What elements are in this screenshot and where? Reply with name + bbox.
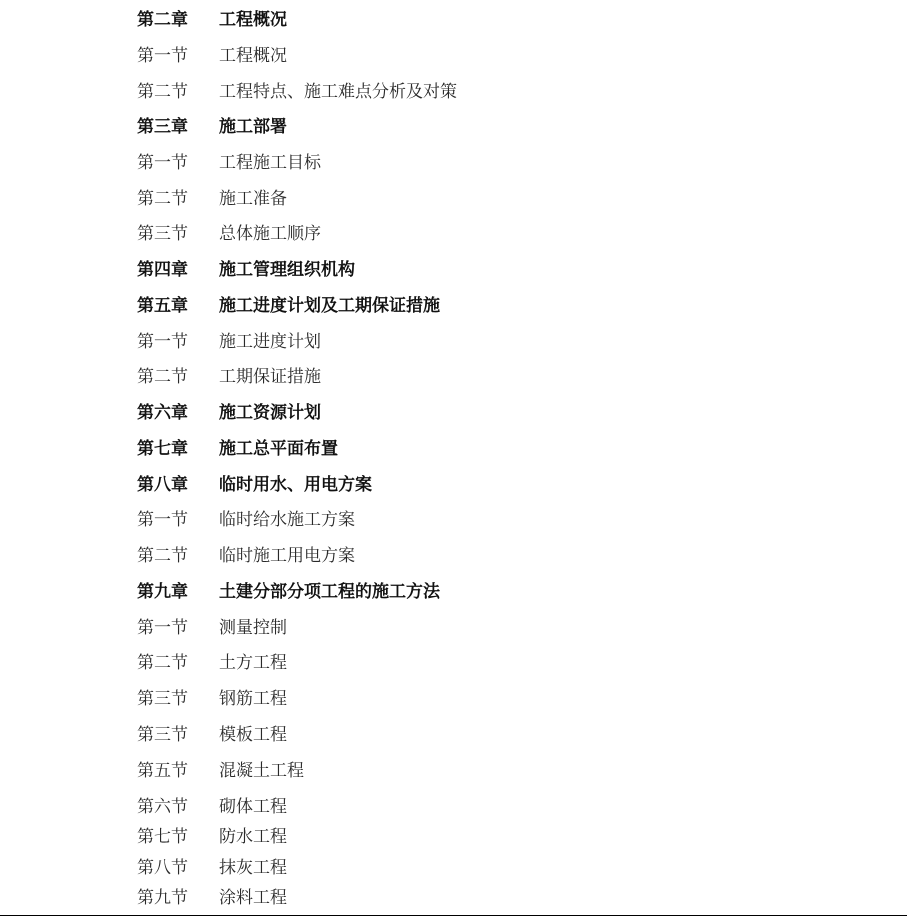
entry-number: 第一节: [137, 618, 188, 638]
entry-title: 砌体工程: [219, 797, 287, 817]
entry-title: 涂料工程: [219, 888, 287, 908]
entry-title: 临时施工用电方案: [219, 546, 355, 566]
entry-title: 钢筋工程: [219, 689, 287, 709]
entry-number: 第一节: [137, 510, 188, 530]
entry-title: 工程概况: [219, 46, 287, 66]
entry-title: 施工进度计划: [219, 332, 321, 352]
entry-title: 土方工程: [219, 653, 287, 673]
entry-number: 第六章: [137, 403, 188, 423]
entry-number: 第一节: [137, 332, 188, 352]
entry-number: 第三节: [137, 689, 188, 709]
entry-title: 工期保证措施: [219, 367, 321, 387]
entry-title: 工程特点、施工难点分析及对策: [219, 82, 457, 102]
entry-title: 施工总平面布置: [219, 439, 338, 459]
entry-title: 施工资源计划: [219, 403, 321, 423]
entry-number: 第九节: [137, 888, 188, 908]
bottom-divider: [0, 915, 907, 916]
entry-number: 第一节: [137, 46, 188, 66]
entry-title: 施工管理组织机构: [219, 260, 355, 280]
entry-number: 第三章: [137, 117, 188, 137]
entry-number: 第五节: [137, 761, 188, 781]
entry-title: 施工准备: [219, 189, 287, 209]
entry-title: 混凝土工程: [219, 761, 304, 781]
entry-title: 土建分部分项工程的施工方法: [219, 582, 440, 602]
entry-title: 测量控制: [219, 618, 287, 638]
entry-title: 模板工程: [219, 725, 287, 745]
entry-number: 第三节: [137, 224, 188, 244]
entry-number: 第一节: [137, 153, 188, 173]
entry-title: 防水工程: [219, 827, 287, 847]
entry-number: 第八章: [137, 475, 188, 495]
entry-number: 第二章: [137, 10, 188, 30]
entry-title: 工程概况: [219, 10, 287, 30]
entry-title: 临时用水、用电方案: [219, 475, 372, 495]
entry-number: 第二节: [137, 546, 188, 566]
entry-title: 抹灰工程: [219, 858, 287, 878]
entry-number: 第六节: [137, 797, 188, 817]
entry-number: 第二节: [137, 82, 188, 102]
entry-number: 第二节: [137, 367, 188, 387]
entry-number: 第四章: [137, 260, 188, 280]
entry-number: 第二节: [137, 653, 188, 673]
entry-title: 施工部署: [219, 117, 287, 137]
entry-number: 第七章: [137, 439, 188, 459]
entry-number: 第八节: [137, 858, 188, 878]
entry-number: 第七节: [137, 827, 188, 847]
entry-title: 施工进度计划及工期保证措施: [219, 296, 440, 316]
entry-number: 第二节: [137, 189, 188, 209]
entry-title: 工程施工目标: [219, 153, 321, 173]
entry-title: 临时给水施工方案: [219, 510, 355, 530]
entry-title: 总体施工顺序: [219, 224, 321, 244]
entry-number: 第九章: [137, 582, 188, 602]
entry-number: 第三节: [137, 725, 188, 745]
entry-number: 第五章: [137, 296, 188, 316]
